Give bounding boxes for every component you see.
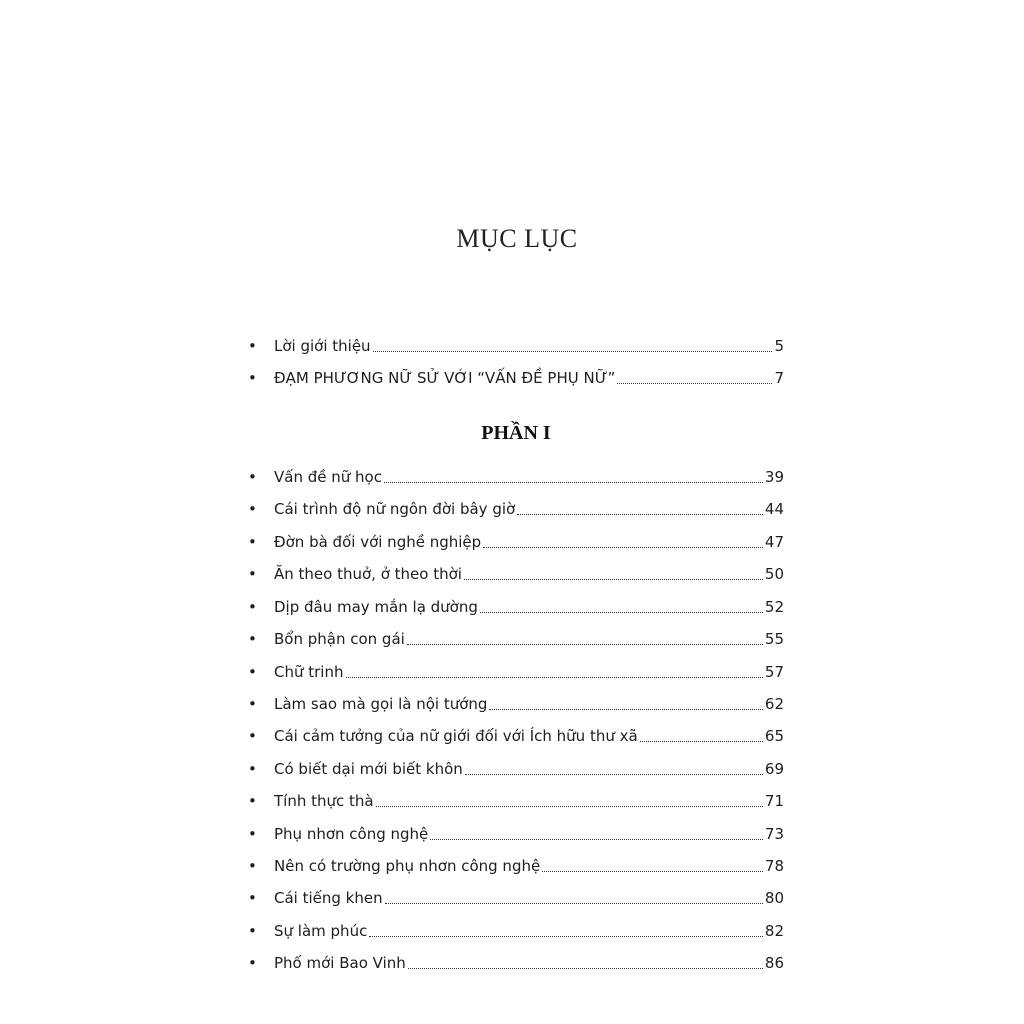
- toc-entry-page: 50: [764, 565, 784, 583]
- toc-entry-page: 47: [764, 533, 784, 551]
- bullet-icon: •: [248, 369, 257, 387]
- bullet-icon: •: [248, 922, 257, 940]
- toc-entry-title: Bổn phận con gái: [274, 630, 405, 648]
- toc-entry-title: Chữ trinh: [274, 663, 344, 681]
- toc-entry-page: 57: [764, 663, 784, 681]
- toc-entry: [246, 528, 784, 552]
- bullet-icon: •: [248, 500, 257, 518]
- toc-entry: [246, 722, 784, 746]
- toc-entry-title: Cái tiếng khen: [274, 889, 383, 907]
- toc-entry: [246, 332, 784, 356]
- bullet-icon: •: [248, 760, 257, 778]
- toc-entry-page: 7: [774, 369, 784, 387]
- toc-entry: [246, 560, 784, 584]
- bullet-icon: •: [248, 598, 257, 616]
- bullet-icon: •: [248, 825, 257, 843]
- toc-entry: [246, 884, 784, 908]
- toc-entry-page: 69: [764, 760, 784, 778]
- bullet-icon: •: [248, 630, 257, 648]
- toc-entry-title: Lời giới thiệu: [274, 337, 371, 355]
- dotted-leader: [369, 936, 763, 937]
- toc-entry-page: 52: [764, 598, 784, 616]
- toc-entry: [246, 787, 784, 811]
- toc-entry-title: Cái cảm tưởng của nữ giới đối với Ích hữu thư xã: [274, 727, 638, 745]
- section-heading: PHẦN I: [481, 422, 551, 444]
- toc-entry: [246, 852, 784, 876]
- toc-entry-title: Phố mới Bao Vinh: [274, 954, 406, 972]
- toc-entry: [246, 364, 784, 388]
- toc-entry-title: Làm sao mà gọi là nội tướng: [274, 695, 488, 713]
- toc-entry: [246, 690, 784, 714]
- toc-entry: [246, 495, 784, 519]
- toc-entry-title: Nên có trường phụ nhơn công nghệ: [274, 857, 541, 875]
- dotted-leader: [480, 612, 763, 613]
- dotted-leader: [617, 383, 772, 384]
- dotted-leader: [542, 871, 763, 872]
- toc-entry-page: 44: [764, 500, 784, 518]
- toc-entry-page: 39: [764, 468, 784, 486]
- toc-entry-title: ĐẠM PHƯƠNG NỮ SỬ VỚI “VẤN ĐỀ PHỤ NỮ”: [274, 369, 616, 387]
- toc-entry: [246, 917, 784, 941]
- toc-entry-page: 65: [764, 727, 784, 745]
- toc-entry: [246, 658, 784, 682]
- dotted-leader: [346, 677, 763, 678]
- bullet-icon: •: [248, 857, 257, 875]
- toc-entry-page: 80: [764, 889, 784, 907]
- toc-entry-title: Phụ nhơn công nghệ: [274, 825, 429, 843]
- dotted-leader: [430, 839, 763, 840]
- bullet-icon: •: [248, 954, 257, 972]
- toc-entry-page: 5: [774, 337, 784, 355]
- toc-entry-page: 55: [764, 630, 784, 648]
- dotted-leader: [464, 579, 763, 580]
- dotted-leader: [465, 774, 763, 775]
- toc-entry-page: 62: [764, 695, 784, 713]
- dotted-leader: [384, 482, 763, 483]
- toc-entry-title: Tính thực thà: [274, 792, 374, 810]
- toc-entry-title: Vấn đề nữ học: [274, 468, 382, 486]
- bullet-icon: •: [248, 337, 257, 355]
- bullet-icon: •: [248, 468, 257, 486]
- toc-entry: [246, 755, 784, 779]
- bullet-icon: •: [248, 695, 257, 713]
- dotted-leader: [407, 644, 763, 645]
- bullet-icon: •: [248, 889, 257, 907]
- bullet-icon: •: [248, 663, 257, 681]
- dotted-leader: [385, 903, 763, 904]
- toc-entry: [246, 463, 784, 487]
- toc-entry: [246, 820, 784, 844]
- toc-entry-title: Sự làm phúc: [274, 922, 368, 940]
- bullet-icon: •: [248, 565, 257, 583]
- toc-entry-page: 73: [764, 825, 784, 843]
- toc-entry-page: 78: [764, 857, 784, 875]
- page-title: MỤC LỤC: [456, 224, 578, 253]
- dotted-leader: [376, 806, 763, 807]
- toc-entry-title: Dịp đâu may mắn lạ dường: [274, 598, 478, 616]
- dotted-leader: [489, 709, 762, 710]
- dotted-leader: [408, 968, 763, 969]
- bullet-icon: •: [248, 727, 257, 745]
- toc-entry-title: Có biết dại mới biết khôn: [274, 760, 463, 778]
- bullet-icon: •: [248, 792, 257, 810]
- dotted-leader: [373, 351, 773, 352]
- toc-entry-page: 71: [764, 792, 784, 810]
- toc-entry-page: 86: [764, 954, 784, 972]
- toc-entry: [246, 593, 784, 617]
- dotted-leader: [483, 547, 763, 548]
- dotted-leader: [640, 741, 763, 742]
- dotted-leader: [517, 514, 763, 515]
- toc-entry: [246, 949, 784, 973]
- bullet-icon: •: [248, 533, 257, 551]
- toc-entry-title: Cái trình độ nữ ngôn đời bây giờ: [274, 500, 516, 518]
- toc-entry-title: Ăn theo thuở, ở theo thời: [274, 565, 462, 583]
- toc-entry-page: 82: [764, 922, 784, 940]
- toc-entry: [246, 625, 784, 649]
- toc-entry-title: Đờn bà đối với nghề nghiệp: [274, 533, 482, 551]
